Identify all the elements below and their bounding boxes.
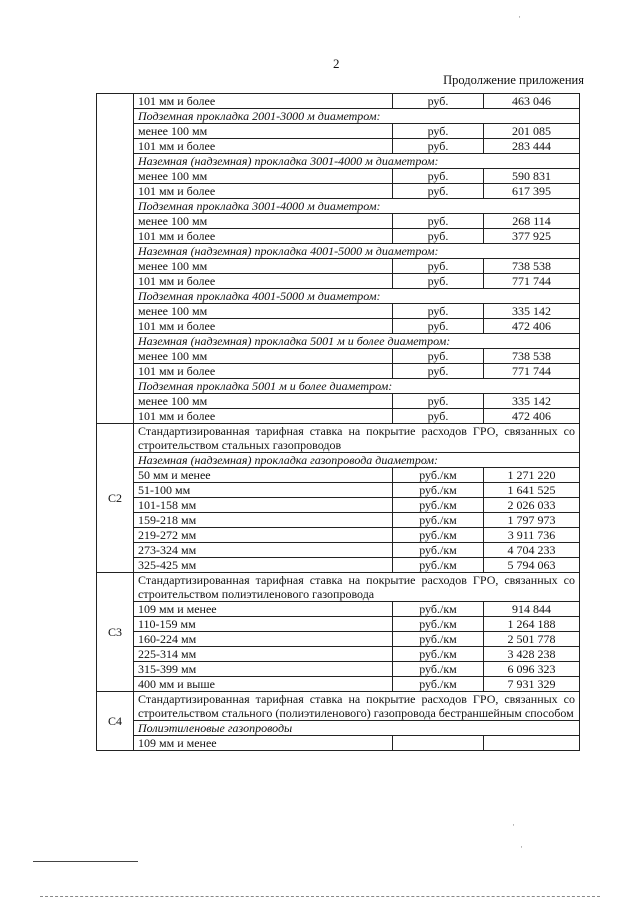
row-value: 914 844 (484, 602, 580, 617)
row-unit: руб. (393, 274, 484, 289)
subheading-row (97, 334, 580, 349)
row-value: 2 501 778 (484, 632, 580, 647)
row-label: 325-425 мм (134, 558, 393, 573)
row-label: 101 мм и более (134, 364, 393, 379)
row-value: 738 538 (484, 259, 580, 274)
row-label: 110-159 мм (134, 617, 393, 632)
table-row (97, 364, 580, 379)
row-value: 5 794 063 (484, 558, 580, 573)
row-value (484, 736, 580, 751)
row-unit: руб./км (393, 543, 484, 558)
table-row (97, 319, 580, 334)
row-unit: руб./км (393, 498, 484, 513)
table-row (97, 349, 580, 364)
row-unit: руб. (393, 184, 484, 199)
row-value: 3 911 736 (484, 528, 580, 543)
row-unit: руб./км (393, 677, 484, 692)
row-unit: руб. (393, 214, 484, 229)
row-label: менее 100 мм (134, 169, 393, 184)
table-row (97, 498, 580, 513)
row-unit: руб./км (393, 662, 484, 677)
section-subheading: Полиэтиленовые газопроводы (134, 721, 580, 736)
subheading-row (97, 721, 580, 736)
description-row (97, 573, 580, 602)
table-row (97, 468, 580, 483)
row-label: менее 100 мм (134, 349, 393, 364)
section-description: Стандартизированная тарифная ставка на покрытие расходов ГРО, связанных со строительством полиэтиленового газопровода (134, 573, 580, 602)
table-row (97, 558, 580, 573)
row-label: менее 100 мм (134, 214, 393, 229)
row-value: 335 142 (484, 304, 580, 319)
row-label: менее 100 мм (134, 124, 393, 139)
row-value: 617 395 (484, 184, 580, 199)
table-row (97, 124, 580, 139)
table-row (97, 632, 580, 647)
row-value: 3 428 238 (484, 647, 580, 662)
row-value: 2 026 033 (484, 498, 580, 513)
row-unit: руб./км (393, 617, 484, 632)
row-value: 1 797 973 (484, 513, 580, 528)
section-description: Стандартизированная тарифная ставка на покрытие расходов ГРО, связанных со строительством стального (полиэтиленового) газопровода бестраншейным способом (134, 692, 580, 721)
row-label: 160-224 мм (134, 632, 393, 647)
table-row (97, 543, 580, 558)
row-unit: руб. (393, 364, 484, 379)
subheading-row (97, 199, 580, 214)
table-row (97, 736, 580, 751)
row-label: 101-158 мм (134, 498, 393, 513)
row-label: 50 мм и менее (134, 468, 393, 483)
table-row (97, 229, 580, 244)
row-unit: руб. (393, 349, 484, 364)
scan-speck: · (512, 820, 515, 830)
row-label: менее 100 мм (134, 259, 393, 274)
row-unit: руб./км (393, 602, 484, 617)
table-row (97, 394, 580, 409)
scan-edge-line (40, 896, 600, 897)
row-value: 1 641 525 (484, 483, 580, 498)
row-value: 283 444 (484, 139, 580, 154)
row-unit: руб. (393, 124, 484, 139)
table-row (97, 409, 580, 424)
row-label: 273-324 мм (134, 543, 393, 558)
section-subheading: Наземная (надземная) прокладка 4001-5000 м диаметром: (134, 244, 580, 259)
subheading-row (97, 289, 580, 304)
table-row (97, 677, 580, 692)
row-value: 738 538 (484, 349, 580, 364)
row-unit: руб./км (393, 468, 484, 483)
row-value: 472 406 (484, 319, 580, 334)
row-value: 771 744 (484, 364, 580, 379)
section-code: С2 (97, 424, 134, 573)
subheading-row (97, 453, 580, 468)
row-unit: руб./км (393, 483, 484, 498)
table-row (97, 139, 580, 154)
row-label: 101 мм и более (134, 409, 393, 424)
row-value: 1 271 220 (484, 468, 580, 483)
row-unit: руб. (393, 229, 484, 244)
table-row (97, 513, 580, 528)
row-value: 268 114 (484, 214, 580, 229)
section-subheading: Подземная прокладка 2001-3000 м диаметром: (134, 109, 580, 124)
page-number: 2 (333, 56, 340, 71)
row-label: 400 мм и выше (134, 677, 393, 692)
row-label: 101 мм и более (134, 94, 393, 109)
row-unit: руб./км (393, 558, 484, 573)
row-value: 472 406 (484, 409, 580, 424)
code-cell (97, 94, 134, 424)
row-value: 1 264 188 (484, 617, 580, 632)
row-unit: руб. (393, 319, 484, 334)
table-row (97, 169, 580, 184)
table-row (97, 259, 580, 274)
row-unit: руб. (393, 139, 484, 154)
row-label: 315-399 мм (134, 662, 393, 677)
row-unit: руб. (393, 409, 484, 424)
row-unit: руб./км (393, 647, 484, 662)
subheading-row (97, 379, 580, 394)
table-row (97, 602, 580, 617)
subheading-row (97, 109, 580, 124)
table-row (97, 528, 580, 543)
row-label: 109 мм и менее (134, 736, 393, 751)
scan-speck: · (520, 842, 523, 852)
row-value: 335 142 (484, 394, 580, 409)
section-subheading: Подземная прокладка 5001 м и более диаметром: (134, 379, 580, 394)
section-subheading: Подземная прокладка 4001-5000 м диаметром: (134, 289, 580, 304)
row-unit (393, 736, 484, 751)
row-unit: руб./км (393, 528, 484, 543)
row-unit: руб./км (393, 513, 484, 528)
row-value: 377 925 (484, 229, 580, 244)
description-row (97, 692, 580, 721)
table-row (97, 214, 580, 229)
footer-rule (33, 861, 138, 862)
row-value: 771 744 (484, 274, 580, 289)
section-description: Стандартизированная тарифная ставка на покрытие расходов ГРО, связанных со строительством стальных газопроводов (134, 424, 580, 453)
table-row (97, 662, 580, 677)
table-row (97, 184, 580, 199)
row-unit: руб. (393, 169, 484, 184)
row-unit: руб./км (393, 632, 484, 647)
row-label: менее 100 мм (134, 394, 393, 409)
section-code: С4 (97, 692, 134, 751)
row-unit: руб. (393, 94, 484, 109)
row-value: 201 085 (484, 124, 580, 139)
row-value: 463 046 (484, 94, 580, 109)
tariff-table (96, 93, 580, 751)
row-label: 159-218 мм (134, 513, 393, 528)
row-label: 225-314 мм (134, 647, 393, 662)
row-value: 590 831 (484, 169, 580, 184)
row-label: 109 мм и менее (134, 602, 393, 617)
row-label: 101 мм и более (134, 319, 393, 334)
row-unit: руб. (393, 394, 484, 409)
row-label: 51-100 мм (134, 483, 393, 498)
section-subheading: Наземная (надземная) прокладка 3001-4000 м диаметром: (134, 154, 580, 169)
table-row (97, 483, 580, 498)
row-label: менее 100 мм (134, 304, 393, 319)
row-label: 101 мм и более (134, 274, 393, 289)
subheading-row (97, 244, 580, 259)
section-subheading: Наземная (надземная) прокладка газопровода диаметром: (134, 453, 580, 468)
row-label: 101 мм и более (134, 184, 393, 199)
table-row (97, 647, 580, 662)
subheading-row (97, 154, 580, 169)
table-row (97, 304, 580, 319)
row-unit: руб. (393, 304, 484, 319)
section-code: С3 (97, 573, 134, 692)
row-value: 7 931 329 (484, 677, 580, 692)
description-row (97, 424, 580, 453)
row-label: 101 мм и более (134, 139, 393, 154)
table-row (97, 617, 580, 632)
row-value: 6 096 323 (484, 662, 580, 677)
continuation-title: Продолжение приложения (443, 73, 584, 87)
table-row (97, 274, 580, 289)
section-subheading: Наземная (надземная) прокладка 5001 м и более диаметром: (134, 334, 580, 349)
row-unit: руб. (393, 259, 484, 274)
row-label: 101 мм и более (134, 229, 393, 244)
row-value: 4 704 233 (484, 543, 580, 558)
row-label: 219-272 мм (134, 528, 393, 543)
table-row (97, 94, 580, 109)
section-subheading: Подземная прокладка 3001-4000 м диаметром: (134, 199, 580, 214)
scan-speck: · (518, 12, 521, 22)
